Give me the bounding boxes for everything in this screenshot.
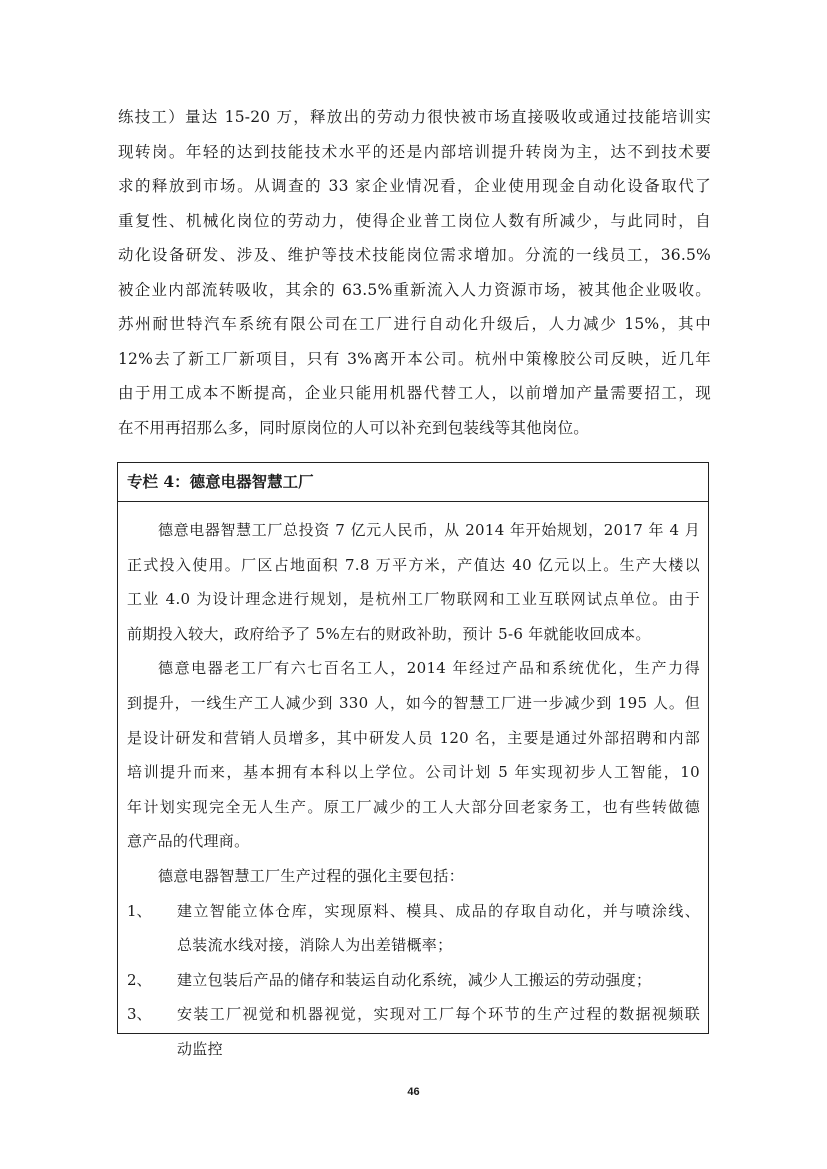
list-line: 建立包装后产品的储存和装运自动化系统，减少人工搬运的劳动强度； [177, 970, 652, 989]
list-number: 3、 [127, 1005, 152, 1024]
list-line: 动监控 [177, 1039, 223, 1058]
paragraph-line: 由于用工成本不断提高，企业只能用机器代替工人，以前增加产量需要招工，现 [118, 384, 711, 402]
list-item [127, 963, 700, 998]
box-line: 前期投入较大，政府给予了 5%左右的财政补助，预计 5-6 年就能收回成本。 [127, 624, 651, 643]
box-content [127, 513, 700, 1067]
box-line: 年计划实现完全无人生产。原工厂减少的工人大部分回老家务工，也有些转做德 [127, 797, 700, 816]
list-line: 总装流水线对接，消除人为出差错概率； [177, 936, 453, 955]
paragraph-line: 重复性、机械化岗位的劳动力，使得企业普工岗位人数有所减少，与此同时，自 [118, 211, 711, 230]
box-line: 培训提升而来，基本拥有本科以上学位。公司计划 5 年实现初步人工智能，10 [127, 763, 700, 782]
list-line: 安装工厂视觉和机器视觉，实现对工厂每个环节的生产过程的数据视频联 [177, 1005, 700, 1024]
list-item [127, 894, 700, 963]
box-line: 德意电器智慧工厂总投资 7 亿元人民币，从 2014 年开始规划，2017 年 4 月 [158, 521, 700, 539]
box-line: 德意电器老工厂有六七百名工人，2014 年经过产品和系统优化，生产力得 [158, 659, 700, 678]
paragraph-line: 苏州耐世特汽车系统有限公司在工厂进行自动化升级后，人力减少 15%，其中 [118, 315, 711, 333]
box-paragraph-1 [127, 513, 700, 651]
paragraph-line: 被企业内部流转吸收，其余的 63.5%重新流入人力资源市场，被其他企业吸收。 [118, 280, 711, 299]
sidebar-box [117, 462, 709, 1058]
page-number: 46 [407, 1086, 420, 1098]
box-paragraph-2 [127, 651, 700, 859]
list-item [127, 997, 700, 1066]
box-line: 德意电器智慧工厂生产过程的强化主要包括： [158, 866, 465, 885]
box-line: 正式投入使用。厂区占地面积 7.8 万平方米，产值达 40 亿元以上。生产大楼以 [127, 555, 700, 574]
paragraph-line: 动化设备研发、涉及、维护等技术技能岗位需求增加。分流的一线员工，36.5% [118, 246, 711, 264]
paragraph-line: 现转岗。年轻的达到技能技术水平的还是内部培训提升转岗为主，达不到技术要 [118, 142, 711, 161]
box-title: 专栏 4：德意电器智慧工厂 [118, 463, 708, 502]
body-paragraph [118, 100, 711, 445]
box-line: 意产品的代理商。 [127, 832, 250, 851]
paragraph-line: 在不用再招那么多，同时原岗位的人可以补充到包装线等其他岗位。 [118, 418, 590, 437]
box-line: 是设计研发和营销人员增多，其中研发人员 120 名，主要是通过外部招聘和内部 [127, 728, 700, 747]
list-number: 1、 [127, 901, 152, 920]
paragraph-line: 练技工）量达 15-20 万，释放出的劳动力很快被市场直接吸收或通过技能培训实 [118, 108, 711, 126]
box-line: 到提升，一线生产工人减少到 330 人，如今的智慧工厂进一步减少到 195 人。但 [127, 693, 700, 712]
box-paragraph-3 [127, 859, 700, 894]
box-line: 工业 4.0 为设计理念进行规划，是杭州工厂物联网和工业互联网试点单位。由于 [127, 590, 700, 609]
paragraph-line: 12%去了新工厂新项目，只有 3%离开本公司。杭州中策橡胶公司反映，近几年 [118, 349, 711, 368]
list-number: 2、 [127, 970, 152, 989]
paragraph-line: 求的释放到市场。从调查的 33 家企业情况看，企业使用现金自动化设备取代了 [118, 177, 711, 195]
list-line: 建立智能立体仓库，实现原料、模具、成品的存取自动化，并与喷涂线、 [177, 901, 700, 920]
